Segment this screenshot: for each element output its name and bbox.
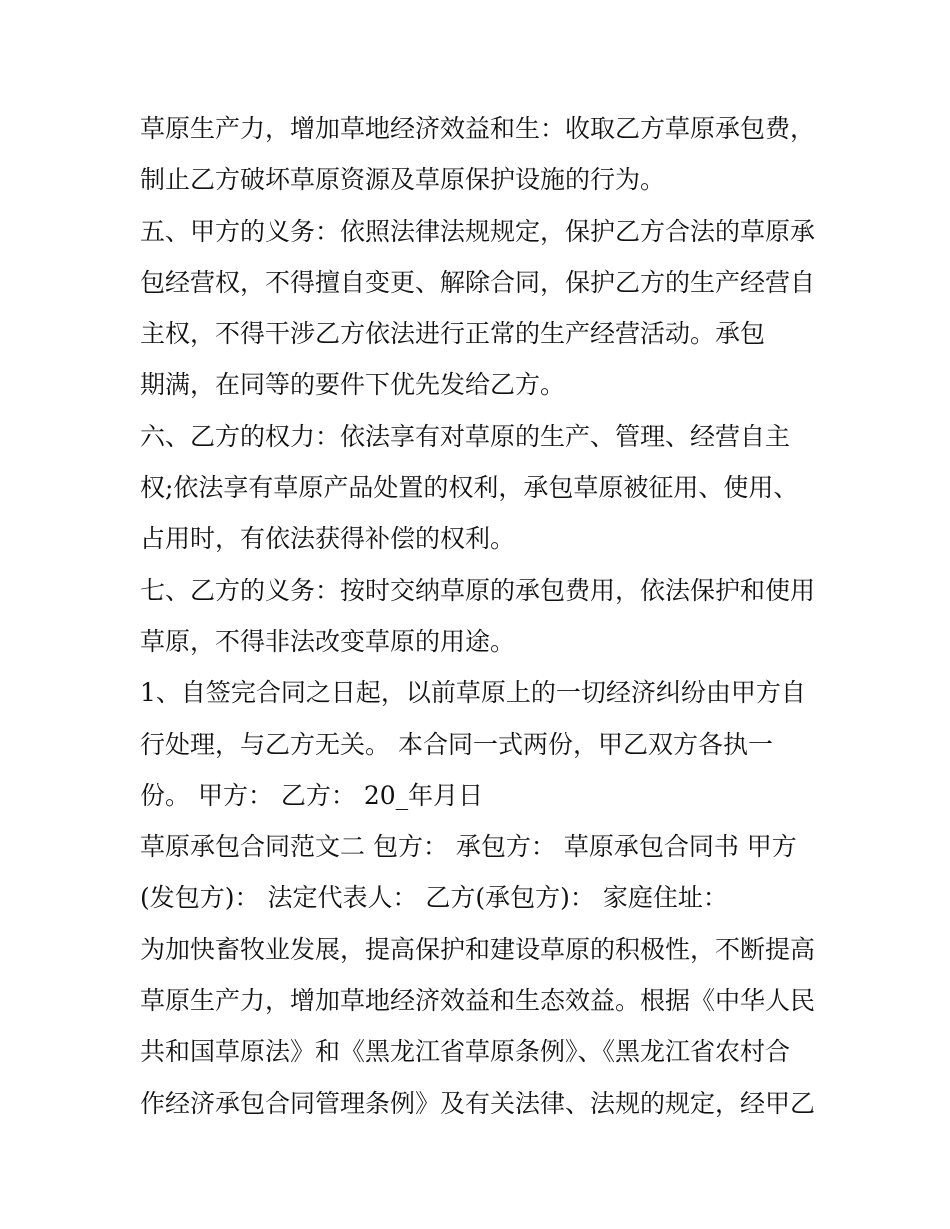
text-line: 1、自签完合同之日起，以前草原上的一切经济纠纷由甲方自: [140, 678, 806, 708]
text-line: 制止乙方破坏草原资源及草原保护设施的行为。: [140, 165, 666, 195]
text-line: (发包方)： 法定代表人： 乙方(承包方)： 家庭住址：: [140, 883, 728, 913]
text-line: 五、甲方的义务：依照法律法规规定，保护乙方合法的草原承: [140, 216, 816, 246]
text-line: 草原，不得非法改变草原的用途。: [140, 626, 516, 656]
text-line: 占用时，有依法获得补偿的权利。: [140, 524, 516, 554]
text-line: 主权，不得干涉乙方依法进行正常的生产经营活动。承包: [140, 319, 766, 349]
text-line: 作经济承包合同管理条例》及有关法律、法规的规定，经甲乙: [140, 1088, 816, 1118]
text-line: 草原生产力，增加草地经济效益和生：收取乙方草原承包费，: [140, 114, 816, 143]
text-line: 六、乙方的权力：依法享有对草原的生产、管理、经营自主: [140, 421, 791, 451]
text-line: 份。 甲方： 乙方： 20_年月日: [140, 780, 484, 810]
text-line: 权;依法享有草原产品处置的权利，承包草原被征用、使用、: [140, 473, 799, 503]
text-line: 草原承包合同范文二 包方： 承包方： 草原承包合同书 甲方: [140, 832, 797, 862]
document-body: [140, 103, 830, 1129]
text-line: 期满，在同等的要件下优先发给乙方。: [140, 370, 566, 400]
text-line: 七、乙方的义务：按时交纳草原的承包费用，依法保护和使用: [140, 575, 816, 605]
text-line: 共和国草原法》和《黑龙江省草原条例》、《黑龙江省农村合: [140, 1037, 791, 1067]
text-line: 草原生产力，增加草地经济效益和生态效益。根据《中华人民: [140, 986, 816, 1016]
text-line: 行处理，与乙方无关。 本合同一式两份，甲乙双方各执一: [140, 729, 773, 759]
text-line: 包经营权，不得擅自变更、解除合同，保护乙方的生产经营自: [140, 267, 816, 297]
text-line: 为加快畜牧业发展，提高保护和建设草原的积极性，不断提高: [140, 934, 816, 964]
